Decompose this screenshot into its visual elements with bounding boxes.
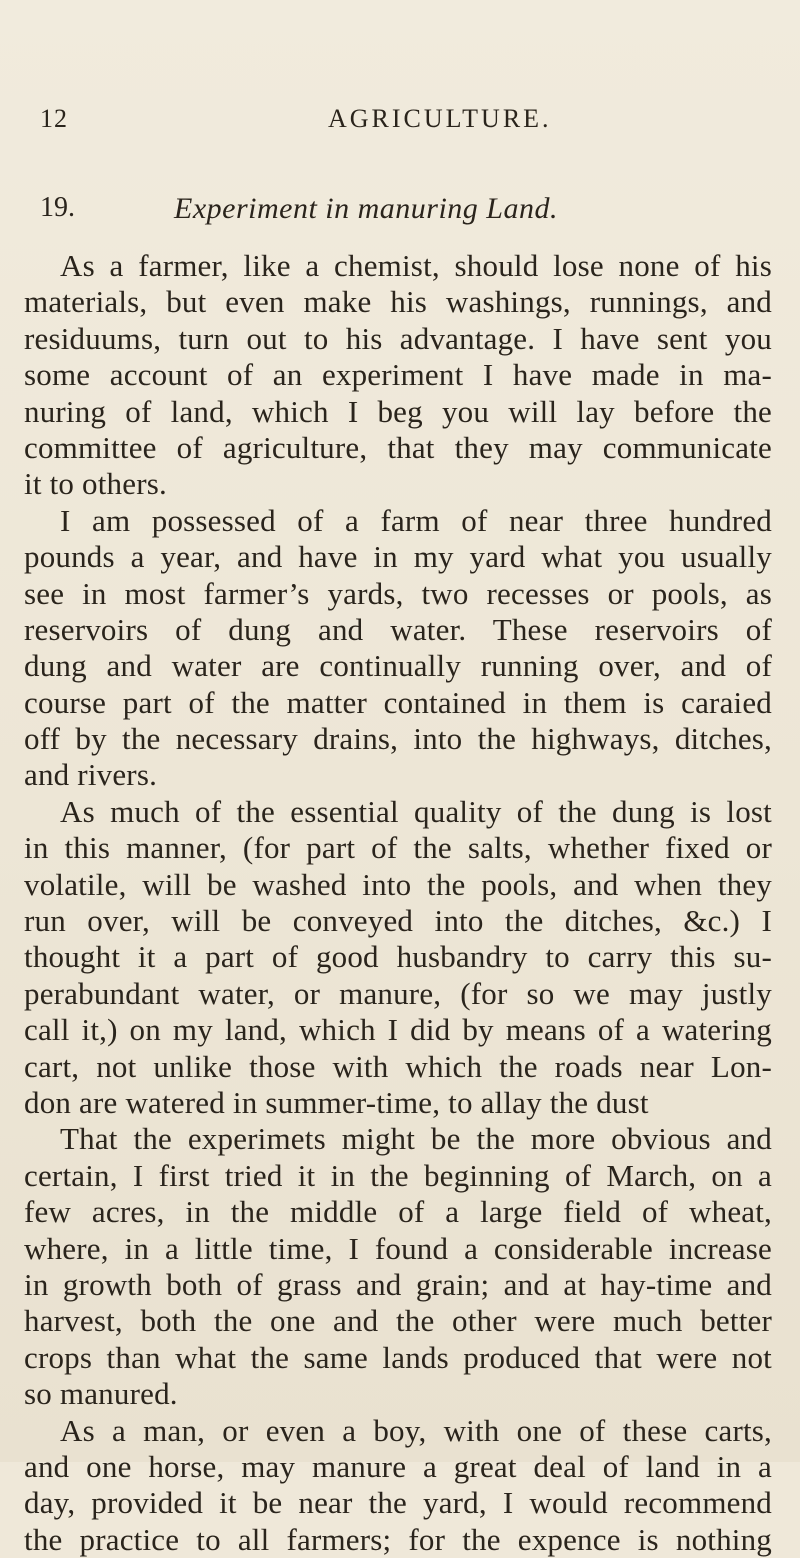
text-line: certain, I first tried it in the beginning of March, on a [24, 1157, 772, 1193]
text-line: nuring of land, which I beg you will lay before the [24, 393, 772, 429]
article-title: Experiment in manuring Land. [174, 192, 558, 225]
text-line: some account of an experiment I have made in ma- [24, 357, 772, 393]
article-number: 19. [40, 192, 75, 223]
text-line: That the experimets might be the more obvious and [60, 1121, 772, 1157]
text-line: where, in a little time, I found a considerable increase [24, 1230, 772, 1266]
text-line: committee of agriculture, that they may communicate [24, 429, 772, 465]
page-number: 12 [40, 104, 68, 133]
text-line: don are watered in summer-time, to allay the dust [24, 1084, 649, 1120]
text-line: pounds a year, and have in my yard what you usually [24, 539, 772, 575]
text-line: volatile, will be washed into the pools, and when they [24, 866, 772, 902]
text-line: it to others. [24, 466, 167, 502]
text-line: and one horse, may manure a great deal of land in a [24, 1448, 772, 1484]
text-line: few acres, in the middle of a large field of wheat, [24, 1194, 772, 1230]
article-heading [40, 192, 740, 232]
text-line: run over, will be conveyed into the ditches, &c.) I [24, 903, 772, 939]
text-line: materials, but even make his washings, runnings, and [24, 284, 772, 320]
running-head [40, 104, 740, 144]
text-line: so manured. [24, 1376, 178, 1412]
text-line: and rivers. [24, 757, 158, 793]
text-line: course part of the matter contained in them is caraied [24, 684, 772, 720]
text-line: residuums, turn out to his advantage. I have sent you [24, 320, 772, 356]
text-line: As a farmer, like a chemist, should lose none of his [60, 248, 772, 283]
text-line: in growth both of grass and grain; and at hay-time and [24, 1266, 772, 1302]
text-line: harvest, both the one and the other were much better [24, 1303, 772, 1339]
body-text [24, 248, 772, 1558]
text-line: day, provided it be near the yard, I would recommend [24, 1485, 772, 1521]
text-line: dung and water are continually running over, and of [24, 648, 772, 684]
text-line: perabundant water, or manure, (for so we may justly [24, 975, 772, 1011]
text-line: As a man, or even a boy, with one of these carts, [60, 1412, 772, 1448]
text-line: cart, not unlike those with which the roads near Lon- [24, 1048, 772, 1084]
text-line: call it,) on my land, which I did by means of a watering [24, 1012, 772, 1048]
text-line: I am possessed of a farm of near three hundred [60, 502, 772, 538]
text-line: As much of the essential quality of the dung is lost [60, 793, 772, 829]
text-line: the practice to all farmers; for the expence is nothing [24, 1521, 772, 1557]
text-line: thought it a part of good husbandry to carry this su- [24, 939, 772, 975]
text-line: off by the necessary drains, into the highways, ditches, [24, 721, 772, 757]
text-line: crops than what the same lands produced that were not [24, 1339, 772, 1375]
running-title: AGRICULTURE. [328, 104, 552, 133]
text-line: in this manner, (for part of the salts, whether fixed or [24, 830, 772, 866]
text-line: reservoirs of dung and water. These reservoirs of [24, 611, 772, 647]
text-line: see in most farmer’s yards, two recesses or pools, as [24, 575, 772, 611]
